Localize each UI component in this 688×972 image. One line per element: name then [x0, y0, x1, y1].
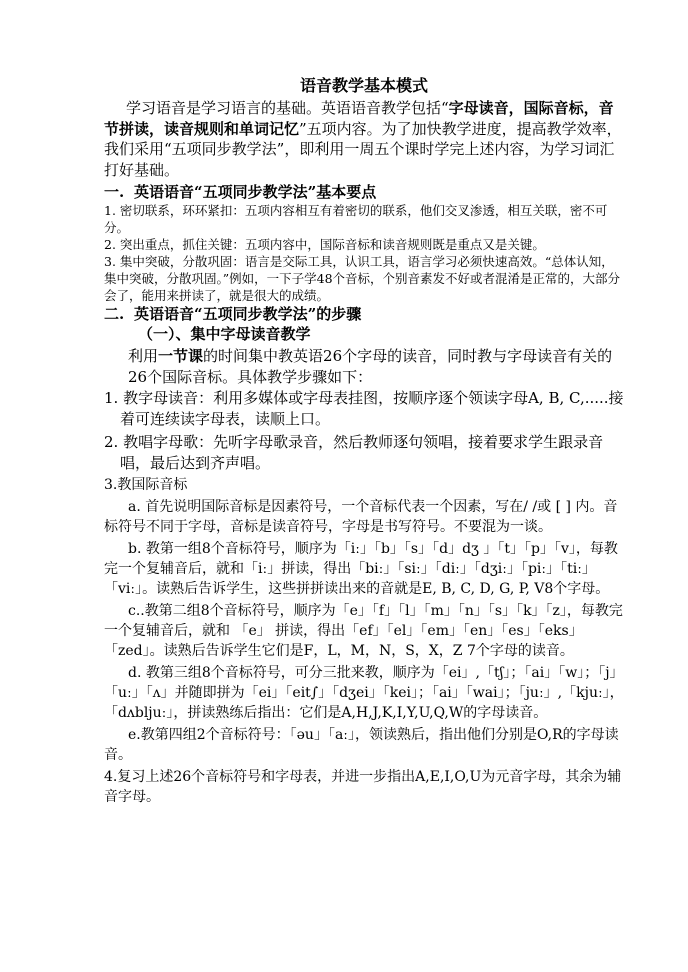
section2-paragraph-pre: 利用 — [128, 347, 159, 365]
section2-heading-text: 英语语音“五项同步教学法”的步骤 — [134, 305, 362, 323]
intro-paragraph — [104, 98, 624, 180]
intro-text-2: ”五项内容。为了加快教学进度，提高教学效率，我们采用“五项同步教学法”，即利用一周五个课时学完上述内容，为学习词汇打好基础。 — [104, 119, 622, 179]
sub-item: a. 首先说明国际音标是因素符号，一个音标代表一个因素，写在/ /或 [ ] 内。音标符号不同于字母，音标是读音符号，字母是书写符号。不要混为一谈。 — [104, 499, 618, 535]
document-page — [104, 75, 624, 807]
section1-heading — [104, 182, 624, 202]
sub-item: d. 教第三组8个音标符号，可分三批来教，顺序为「ei」,「tʃ」；「ai」「w」；「j」「uː」「ʌ」并随即拼为「ei」「eit∫」「dʒei」「kei」；「ai」「wai」；「juː」,「kjuː」，「dʌbljuː」，拼读熟练后指出：它们是A,H,J,K,I,Y,U,Q,W的字母读音。 — [104, 665, 624, 721]
step-item: 3.教国际音标 — [104, 477, 188, 493]
section2-paragraph-bold: 一节课 — [158, 347, 204, 365]
section1-heading-text: 英语语音“五项同步教学法”基本要点 — [134, 183, 377, 201]
section2-heading — [104, 304, 624, 324]
section1-item: 1. 密切联系，环环紧扣：五项内容相互有着密切的联系，他们交叉渗透，相互关联，密不可分。 — [104, 203, 608, 235]
sub-item: b. 教第一组8个音标符号，顺序为「iː」「b」「s」「d」dʒ 」「t」「p」「v」，每教完一个复辅音后，就和「iː」拼读，得出「biː」「siː」「diː」「dʒiː」「piː」「tiː」「viː」。读熟后告诉学生，这些拼拼读出来的音就是E, B, C, D, G, P, V8个字母。 — [104, 541, 618, 597]
sub-item: e.教第四组2个音标符号：「əu」「aː」，领读熟后，指出他们分别是O,R的字母读音。 — [104, 727, 619, 763]
sub-item: c..教第二组8个音标符号，顺序为「e」「f」「l」「m」「n」「s」「k」「z」，每教完一个复辅音后，就和 「e」 拼读，得出「ef」「el」「em」「en」「es」「eks」「zed」。读熟后告诉学生它们是F，L，M，N，S，X，Z 7个字母的读音。 — [104, 603, 623, 659]
section1-item: 2. 突出重点，抓住关键：五项内容中，国际音标和读音规则既是重点又是关键。 — [104, 237, 545, 252]
intro-bold-text: 字母读音，国际音标，音节拼读，读音规则和单词记忆 — [104, 99, 614, 138]
intro-text-1: 学习语音是学习语言的基础。英语语音教学包括“ — [126, 99, 449, 117]
subsection-heading: （一）、集中字母读音教学 — [138, 325, 311, 343]
step-item: 2. 教唱字母歌：先听字母歌录音，然后教师逐句领唱，接着要求学生跟录音唱，最后达到齐声唱。 — [104, 433, 604, 472]
section2-paragraph-post: 的时间集中教英语26个字母的读音，同时教与字母读音有关的26个国际音标。具体教学步骤如下： — [128, 347, 613, 386]
section2-paragraph — [104, 346, 624, 387]
section1-item: 3. 集中突破，分散巩固：语言是交际工具，认识工具，语言学习必须快速高效。“总体认知，集中突破，分散巩固。”例如，一下子学48个音标，个别音素发不好或者混淆是正常的，大部分会了，能用来拼读了，就是很大的成绩。 — [104, 254, 621, 303]
section1-number: 一. — [104, 183, 125, 201]
section2-number: 二. — [104, 305, 125, 323]
step-item: 1. 教字母读音：利用多媒体或字母表挂图，按顺序逐个领读字母A, B, C,.....接着可连续读字母表，读顺上口。 — [104, 389, 624, 428]
page-title: 语音教学基本模式 — [299, 76, 428, 95]
final-step: 4.复习上述26个音标符号和字母表，并进一步指出A,E,I,O,U为元音字母，其余为辅音字母。 — [104, 769, 622, 805]
